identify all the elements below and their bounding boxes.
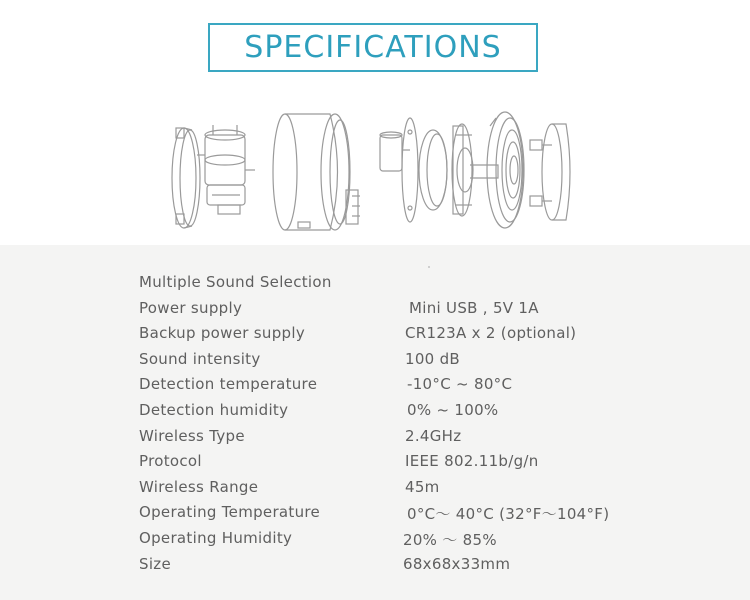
spec-label: Size [139, 555, 171, 573]
spec-value: 2.4GHz [405, 427, 462, 445]
back-cover-part [172, 128, 200, 228]
spec-label: Protocol [139, 452, 202, 470]
main-housing-part [273, 114, 360, 230]
spec-label: Operating Temperature [139, 503, 321, 521]
spec-label: Wireless Range [139, 478, 259, 496]
mounting-ring-part [530, 124, 570, 220]
spec-value: 68x68x33mm [403, 555, 511, 573]
battery-holder-part [197, 125, 255, 214]
spec-row-operating-humidity [0, 529, 750, 553]
circuit-board-part [380, 118, 418, 222]
disc-part [419, 130, 447, 210]
spec-label: Backup power supply [139, 324, 305, 342]
spec-row-backup-power [0, 324, 750, 348]
spec-row-detection-temperature [0, 375, 750, 399]
spec-label: Detection temperature [139, 375, 318, 393]
exploded-product-diagram-icon [0, 100, 750, 240]
spec-label: Power supply [139, 299, 243, 317]
spec-row-wireless-range [0, 478, 750, 502]
front-grill-part [487, 112, 524, 228]
spec-value: IEEE 802.11b/g/n [405, 452, 539, 470]
spec-row-detection-humidity [0, 401, 750, 425]
decorative-dot [428, 266, 430, 268]
spec-row-wireless-type [0, 427, 750, 451]
spec-label: Multiple Sound Selection [139, 273, 332, 291]
spec-value: 0% ~ 100% [407, 401, 499, 419]
spec-row-sound-intensity [0, 350, 750, 374]
spec-row-protocol [0, 452, 750, 476]
spec-row-sound-selection [0, 273, 750, 297]
spec-row-operating-temperature [0, 503, 750, 527]
spec-label: Operating Humidity [139, 529, 293, 547]
spec-value: 45m [405, 478, 440, 496]
speaker-assembly-part [452, 124, 498, 216]
spec-row-size [0, 555, 750, 579]
spec-value: Mini USB , 5V 1A [409, 299, 539, 317]
spec-label: Detection humidity [139, 401, 289, 419]
spec-value: 20% ～ 85% [403, 531, 497, 549]
page-title: SPECIFICATIONS [208, 23, 538, 72]
spec-row-power-supply [0, 299, 750, 323]
spec-value: -10°C ~ 80°C [407, 375, 513, 393]
spec-label: Sound intensity [139, 350, 261, 368]
spec-value: CR123A x 2 (optional) [405, 324, 577, 342]
spec-label: Wireless Type [139, 427, 245, 445]
spec-value: 0°C～ 40°C (32°F～104°F) [407, 505, 610, 523]
spec-value: 100 dB [405, 350, 461, 368]
